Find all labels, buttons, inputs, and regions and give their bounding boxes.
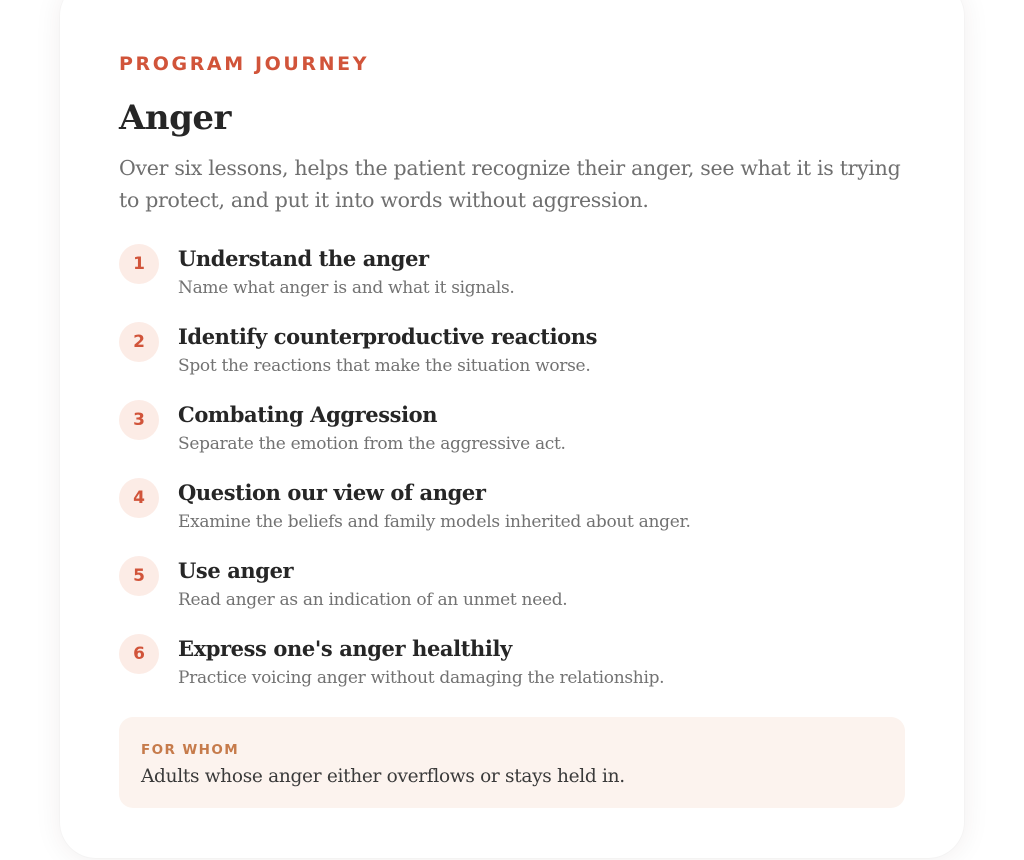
lesson-description: Spot the reactions that make the situation worse. — [178, 356, 591, 376]
lesson-item-4 — [119, 477, 919, 555]
lesson-title: Express one's anger healthily — [178, 636, 512, 661]
step-number-badge: 5 — [119, 556, 159, 596]
lesson-item-2 — [119, 321, 919, 399]
lesson-description: Separate the emotion from the aggressive act. — [178, 434, 566, 454]
lesson-item-3 — [119, 399, 919, 477]
lesson-description: Examine the beliefs and family models inherited about anger. — [178, 512, 691, 532]
step-number-badge: 1 — [119, 244, 159, 284]
lesson-title: Combating Aggression — [178, 402, 438, 427]
lesson-title: Identify counterproductive reactions — [178, 324, 598, 349]
lesson-title: Use anger — [178, 558, 294, 583]
lesson-description: Practice voicing anger without damaging the relationship. — [178, 668, 665, 688]
step-number-badge: 6 — [119, 634, 159, 674]
lesson-item-6 — [119, 633, 919, 711]
step-number-badge: 4 — [119, 478, 159, 518]
audience-label: FOR WHOM — [141, 742, 240, 758]
lesson-description: Name what anger is and what it signals. — [178, 278, 515, 298]
audience-text: Adults whose anger either overflows or stays held in. — [141, 766, 625, 787]
page-title: Anger — [119, 98, 231, 138]
step-number-badge: 3 — [119, 400, 159, 440]
lesson-title: Understand the anger — [178, 246, 429, 271]
audience-box — [119, 717, 905, 808]
lesson-list — [119, 243, 919, 711]
lesson-item-5 — [119, 555, 919, 633]
lesson-title: Question our view of anger — [178, 480, 486, 505]
lesson-item-1 — [119, 243, 919, 321]
lesson-description: Read anger as an indication of an unmet need. — [178, 590, 568, 610]
program-description: Over six lessons, helps the patient recognize their anger, see what it is trying to protect, and put it into words without aggression. — [119, 156, 901, 212]
step-number-badge: 2 — [119, 322, 159, 362]
eyebrow-label: PROGRAM JOURNEY — [119, 53, 370, 75]
